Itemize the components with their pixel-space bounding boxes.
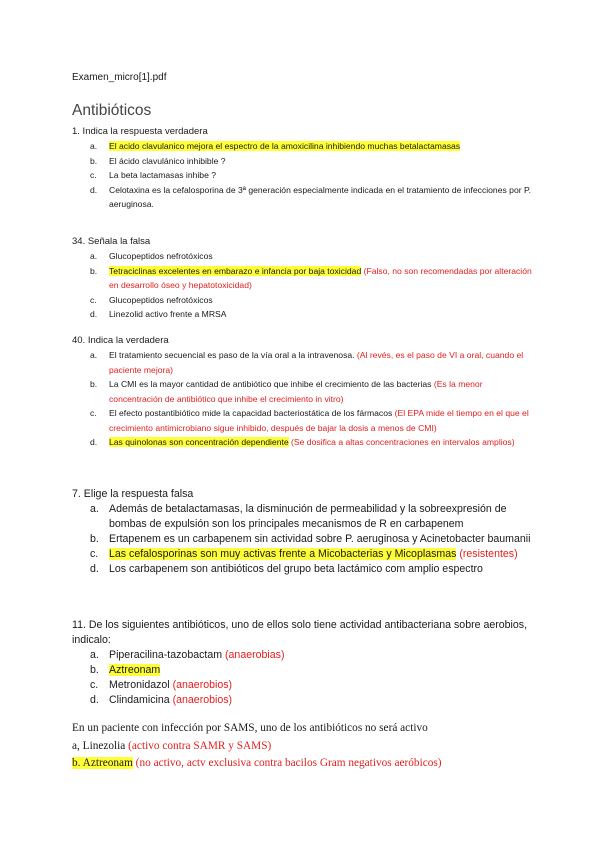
answer-note: (anaerobios) <box>169 679 233 691</box>
answer-option <box>72 755 542 773</box>
question-40 <box>72 334 534 450</box>
answer-note: (El EPA mide el tiempo en el que el crecimiento antimicrobiano sigue inhibido, después de bajar la dosis a menos de CMI) <box>109 408 529 433</box>
answer-option: d. Clindamicina (anaerobios) <box>90 694 233 706</box>
question-title: 34. Señala la falsa <box>72 236 151 247</box>
answer-option: d. Linezolid activo frente a MRSA <box>90 309 227 319</box>
answer-option: c. La beta lactamasas inhibe ? <box>90 170 217 180</box>
question-sams <box>72 720 542 773</box>
answer-note: (no activo, actv exclusiva contra bacilos Gram negativos aeróbicos) <box>132 757 442 769</box>
answer-option: b. Aztreonam <box>90 664 161 676</box>
question-34 <box>72 235 534 322</box>
answer-note: (activo contra SAMR y SAMS) <box>125 739 272 752</box>
answer-option: b. Ertapenem es un carbapenem sin actividad sobre P. aeruginosa y Acinetobacter baumanii <box>90 533 531 545</box>
answer-option: c. Metronidazol (anaerobios) <box>90 679 233 691</box>
answer-option: b. El ácido clavulánico inhibible ? <box>90 155 226 166</box>
answer-option: a. El tratamiento secuencial es paso de la vía oral a la intravenosa. (Al revés, es el paso de VI a oral, cuando el paciente mejora) <box>90 350 524 375</box>
answer-note: (Al revés, es el paso de VI a oral, cuando el paciente mejora) <box>109 350 524 375</box>
question-title: 7. Elige la respuesta falsa <box>72 488 194 500</box>
answer-note: (anaerobios) <box>169 694 233 706</box>
answer-option: c. Glucopeptidos nefrotóxicos <box>90 294 213 305</box>
answer-note: (Es la menor concentración de antibiótico que inhibe el crecimiento in vitro) <box>109 379 483 404</box>
answer-option: c. El efecto postantibiótico mide la capacidad bacteriostática de los fármacos (El EPA mide el tiempo en el que el crecimiento antimicrobiano sigue inhibido, después de bajar la dosis a menos de CMI) <box>90 408 529 433</box>
answer-option: d. Los carbapenem son antibióticos del grupo beta lactámico com amplio espectro <box>90 563 483 575</box>
answer-note: (Falso, no son recomendadas por alteración en desarrollo óseo y hepatotoxicidad) <box>109 265 532 290</box>
answer-option: a. Piperacilina-tazobactam (anaerobias) <box>90 649 285 661</box>
highlighted-answer: Las cefalosporinas son muy activas frente a Micobacterias y Micoplasmas <box>109 548 457 560</box>
answer-note: (Se dosifica a altas concentraciones en intervalos amplios) <box>288 437 515 447</box>
answer-option: c. Las cefalosporinas son muy activas frente a Micobacterias y Micoplasmas (resistentes) <box>90 548 518 560</box>
answer-option: a. Además de betalactamasas, la disminución de permeabilidad y la sobreexpresión de bombas de expulsión son los principales mecanismos de R en carbapenem <box>90 503 507 530</box>
answer-option: b. La CMI es la mayor cantidad de antibiótico que inhibe el crecimiento de las bacterias (Es la menor concentración de antibiótico que inhibe el crecimiento in vitro) <box>90 379 483 404</box>
question-1 <box>72 125 534 212</box>
question-11 <box>72 618 534 708</box>
answer-note: (anaerobias) <box>222 649 285 661</box>
answer-option: a. El acido clavulanico mejora el espectro de la amoxicilina inhibiendo muchas betalactamasas <box>90 141 461 151</box>
section-heading: Antibióticos <box>72 102 152 119</box>
answer-note: (resistentes) <box>456 548 518 560</box>
question-title: 40. Indica la verdadera <box>72 335 169 346</box>
highlighted-answer: El acido clavulanico mejora el espectro de la amoxicilina inhibiendo muchas betalactamasas <box>109 141 461 151</box>
file-name: Examen_micro[1].pdf <box>72 72 167 83</box>
answer-option: a, Linezolia (activo contra SAMR y SAMS) <box>72 739 272 752</box>
answer-option: d. Celotaxina es la cefalosporina de 3ª generación especialmente indicada en el tratamiento de infecciones por P. aeruginosa. <box>90 184 531 209</box>
highlighted-answer: Aztreonam <box>109 664 161 676</box>
answer-option: a. Glucopeptidos nefrotóxicos <box>90 251 213 261</box>
answer-option: b. Tetraciclinas excelentes en embarazo e infancia por baja toxicidad (Falso, no son recomendadas por alteración en desarrollo óseo y hepatotoxicidad) <box>90 265 532 290</box>
question-title: En un paciente con infección por SAMS, uno de los antibióticos no será activo <box>72 722 428 734</box>
question-7 <box>72 487 534 577</box>
highlighted-answer: Tetraciclinas excelentes en embarazo e infancia por baja toxicidad <box>109 265 362 276</box>
question-title: 1. Indica la respuesta verdadera <box>72 126 208 137</box>
highlighted-answer: b. Aztreonam <box>72 757 133 769</box>
highlighted-answer: Las quinolonas son concentración dependiente <box>109 437 289 447</box>
answer-option: d. Las quinolonas son concentración dependiente (Se dosifica a altas concentraciones en intervalos amplios) <box>90 437 515 447</box>
question-title: 11. De los siguientes antibióticos, uno de ellos solo tiene actividad antibacteriana sobre aerobios, indicalo: <box>72 619 528 646</box>
